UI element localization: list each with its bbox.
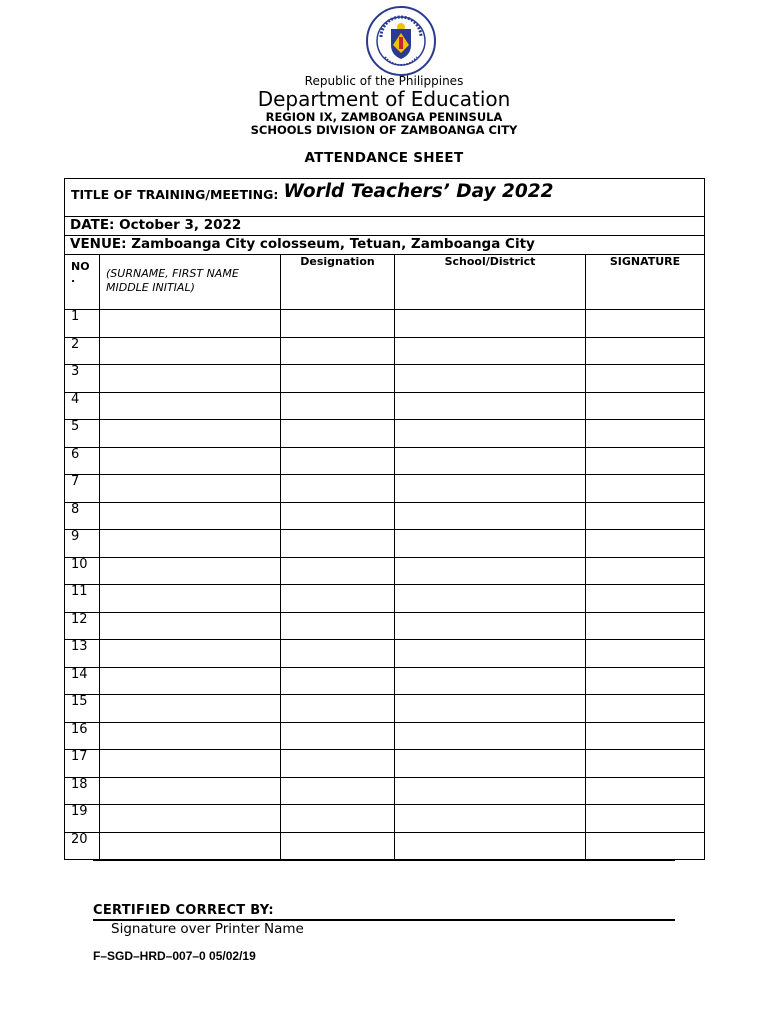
signature-cell[interactable]	[586, 805, 705, 833]
designation-cell[interactable]	[281, 392, 395, 420]
signature-caption: Signature over Printer Name	[111, 921, 304, 937]
school-cell[interactable]	[395, 777, 586, 805]
column-header-no	[65, 255, 100, 310]
row-number: 11	[65, 585, 100, 613]
column-header-name-line2: MIDDLE INITIAL)	[106, 281, 195, 294]
row-number: 9	[65, 530, 100, 558]
signature-cell[interactable]	[586, 502, 705, 530]
school-cell[interactable]	[395, 667, 586, 695]
signature-cell[interactable]	[586, 447, 705, 475]
school-cell[interactable]	[395, 392, 586, 420]
designation-cell[interactable]	[281, 310, 395, 338]
attendance-table	[64, 178, 705, 860]
school-cell[interactable]	[395, 695, 586, 723]
training-date: DATE: October 3, 2022	[65, 217, 705, 236]
table-row	[65, 557, 705, 585]
school-cell[interactable]	[395, 530, 586, 558]
table-row	[65, 530, 705, 558]
signature-cell[interactable]	[586, 640, 705, 668]
designation-cell[interactable]	[281, 667, 395, 695]
table-row	[65, 695, 705, 723]
table-row	[65, 420, 705, 448]
row-number: 19	[65, 805, 100, 833]
row-number: 3	[65, 365, 100, 393]
designation-cell[interactable]	[281, 750, 395, 778]
row-number: 12	[65, 612, 100, 640]
name-cell[interactable]	[100, 420, 281, 448]
designation-cell[interactable]	[281, 502, 395, 530]
designation-cell[interactable]	[281, 777, 395, 805]
school-cell[interactable]	[395, 337, 586, 365]
row-number: 17	[65, 750, 100, 778]
school-cell[interactable]	[395, 722, 586, 750]
signature-cell[interactable]	[586, 310, 705, 338]
table-row	[65, 777, 705, 805]
name-cell[interactable]	[100, 557, 281, 585]
school-cell[interactable]	[395, 612, 586, 640]
school-cell[interactable]	[395, 750, 586, 778]
signature-cell[interactable]	[586, 392, 705, 420]
row-number: 13	[65, 640, 100, 668]
signature-cell[interactable]	[586, 365, 705, 393]
table-row	[65, 310, 705, 338]
designation-cell[interactable]	[281, 722, 395, 750]
designation-cell[interactable]	[281, 447, 395, 475]
designation-cell[interactable]	[281, 530, 395, 558]
school-cell[interactable]	[395, 640, 586, 668]
designation-cell[interactable]	[281, 612, 395, 640]
designation-cell[interactable]	[281, 832, 395, 860]
designation-cell[interactable]	[281, 337, 395, 365]
name-cell[interactable]	[100, 337, 281, 365]
name-cell[interactable]	[100, 667, 281, 695]
republic-line: Republic of the Philippines	[304, 74, 464, 88]
row-number: 16	[65, 722, 100, 750]
name-cell[interactable]	[100, 695, 281, 723]
name-cell[interactable]	[100, 832, 281, 860]
table-row	[65, 640, 705, 668]
deped-seal-logo	[365, 5, 437, 77]
row-number: 18	[65, 777, 100, 805]
row-number: 2	[65, 337, 100, 365]
signature-cell[interactable]	[586, 475, 705, 503]
signature-cell[interactable]	[586, 530, 705, 558]
row-number: 1	[65, 310, 100, 338]
row-number: 8	[65, 502, 100, 530]
table-row	[65, 475, 705, 503]
name-cell[interactable]	[100, 777, 281, 805]
name-cell[interactable]	[100, 310, 281, 338]
signature-cell[interactable]	[586, 337, 705, 365]
column-header-designation: Designation	[281, 255, 395, 310]
table-row	[65, 365, 705, 393]
table-row	[65, 722, 705, 750]
column-header-school: School/District	[395, 255, 586, 310]
table-row	[65, 585, 705, 613]
division-name: SCHOOLS DIVISION OF ZAMBOANGA CITY	[250, 123, 518, 137]
name-cell[interactable]	[100, 365, 281, 393]
row-number: 5	[65, 420, 100, 448]
school-cell[interactable]	[395, 310, 586, 338]
table-row	[65, 750, 705, 778]
school-cell[interactable]	[395, 420, 586, 448]
name-cell[interactable]	[100, 447, 281, 475]
table-row	[65, 502, 705, 530]
designation-cell[interactable]	[281, 475, 395, 503]
row-number: 10	[65, 557, 100, 585]
school-cell[interactable]	[395, 585, 586, 613]
table-row	[65, 337, 705, 365]
column-header-no-dot: .	[71, 272, 76, 285]
signature-cell[interactable]	[586, 722, 705, 750]
school-cell[interactable]	[395, 502, 586, 530]
signature-cell[interactable]	[586, 420, 705, 448]
column-header-name	[100, 255, 281, 310]
row-number: 15	[65, 695, 100, 723]
signature-cell[interactable]	[586, 777, 705, 805]
name-cell[interactable]	[100, 392, 281, 420]
name-cell[interactable]	[100, 585, 281, 613]
column-header-no-text: NO	[71, 260, 90, 273]
table-row	[65, 612, 705, 640]
designation-cell[interactable]	[281, 557, 395, 585]
designation-cell[interactable]	[281, 365, 395, 393]
signature-cell[interactable]	[586, 667, 705, 695]
name-cell[interactable]	[100, 502, 281, 530]
school-cell[interactable]	[395, 557, 586, 585]
table-row	[65, 805, 705, 833]
table-row	[65, 667, 705, 695]
name-cell[interactable]	[100, 750, 281, 778]
designation-cell[interactable]	[281, 585, 395, 613]
school-cell[interactable]	[395, 447, 586, 475]
signature-cell[interactable]	[586, 695, 705, 723]
row-number: 4	[65, 392, 100, 420]
designation-cell[interactable]	[281, 420, 395, 448]
table-row	[65, 447, 705, 475]
divider-line	[93, 859, 675, 861]
school-cell[interactable]	[395, 832, 586, 860]
designation-cell[interactable]	[281, 695, 395, 723]
training-title-cell	[65, 179, 705, 217]
region-name: REGION IX, ZAMBOANGA PENINSULA	[265, 110, 503, 124]
training-venue: VENUE: Zamboanga City colosseum, Tetuan, Zamboanga City	[65, 236, 705, 255]
name-cell[interactable]	[100, 475, 281, 503]
name-cell[interactable]	[100, 640, 281, 668]
certified-correct-label: CERTIFIED CORRECT BY:	[93, 903, 274, 918]
school-cell[interactable]	[395, 805, 586, 833]
name-cell[interactable]	[100, 530, 281, 558]
document-title: ATTENDANCE SHEET	[304, 150, 464, 166]
row-number: 14	[65, 667, 100, 695]
row-number: 6	[65, 447, 100, 475]
training-title-label: TITLE OF TRAINING/MEETING:	[71, 187, 279, 202]
form-code: F–SGD–HRD–007–0 05/02/19	[93, 949, 256, 963]
table-header-row	[65, 255, 705, 310]
signature-cell[interactable]	[586, 750, 705, 778]
training-title-value: World Teachers’ Day 2022	[283, 181, 554, 202]
signature-cell[interactable]	[586, 612, 705, 640]
table-row	[65, 832, 705, 860]
name-cell[interactable]	[100, 612, 281, 640]
signature-cell[interactable]	[586, 557, 705, 585]
signature-cell[interactable]	[586, 585, 705, 613]
name-cell[interactable]	[100, 805, 281, 833]
table-row	[65, 392, 705, 420]
column-header-signature: SIGNATURE	[586, 255, 705, 310]
column-header-name-line1: (SURNAME, FIRST NAME	[106, 267, 239, 280]
row-number: 20	[65, 832, 100, 860]
school-cell[interactable]	[395, 365, 586, 393]
designation-cell[interactable]	[281, 805, 395, 833]
row-number: 7	[65, 475, 100, 503]
school-cell[interactable]	[395, 475, 586, 503]
name-cell[interactable]	[100, 722, 281, 750]
signature-cell[interactable]	[586, 832, 705, 860]
department-name: Department of Education	[257, 87, 511, 111]
designation-cell[interactable]	[281, 640, 395, 668]
